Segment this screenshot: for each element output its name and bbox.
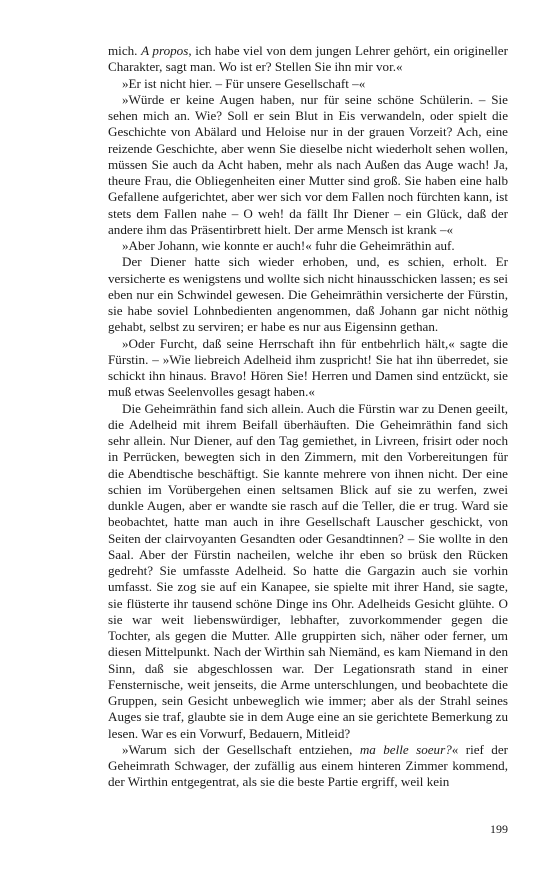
text-run: »Würde er keine Augen haben, nur für seine schöne Schülerin. – Sie sehen mich an. Wie? Soll er sein Blut in Eis verwandeln, oder spielt die Geschichte von Abälard und Heloise nur in der grauen Vorzeit? Ach, eine reizende Geschichte, aber wenn Sie dieselbe nicht wiederholt sehen wollen, müssen Sie auch da Acht haben, mehr als nach Außen das Auge wach! Ja, theure Frau, die Obliegenheiten einer Mutter sind groß. Sie haben eine halb Gefallene aufgerichtet, aber wer sich vor dem Fallen noch fürchten kann, ist stets dem Fallen nahe – O weh! da fällt Ihr Diener – ein Glück, daß der andere ihm das Präsentirbrett hielt. Der arme Mensch ist krank –« xyxy=(108,91,508,237)
paragraph xyxy=(108,742,508,791)
text-run: « rief der Geheimrath Schwager, der zufällig aus einem hinteren Zimmer kommend, der Wirthin entgegentrat, als sie die beste Partie ergriff, weil kein xyxy=(108,741,509,790)
text-run: »Er ist nicht hier. – Für unsere Gesellschaft –« xyxy=(122,75,366,91)
italic-phrase: A propos xyxy=(141,43,189,58)
italic-phrase: ma belle soeur? xyxy=(359,741,452,757)
text-run: Die Geheimräthin fand sich allein. Auch die Fürstin war zu Denen geeilt, die Adelheid mit ihrem Beifall überhäuften. Die Geheimräthin fand sich sehr allein. Nur Diener, auf den Tag gemiethet, in Livreen, frisirt oder noch in Perrücken, bewegten sich in den Zimmern, mit den Vorbereitungen für die Abendtische beschäftigt. Sie kannte mehrere von ihnen nicht. Der eine schien im Vorübergehen einen seltsamen Blick auf sie zu werfen, zwei dunkle Augen, aber er wandte sie rasch auf die Teller, die er trug. Ward sie beobachtet, hatte man auch in ihre Gesellschaft Lauscher geschickt, von Seiten der clairvoyanten Gesandten oder Gesandtinnen? – Sie wollte in den Saal. Aber der Fürstin nacheilen, welche ihr eben so brüsk den Rücken gedreht? Sie umfasste Adelheid. So hatte die Gargazin auch sie vorhin umfasst. Sie zog sie auf ein Kanapee, sie spielte mit ihrer Hand, sie sagte, sie flüsterte ihr tausend schöne Dinge ins Ohr. Adelheids Gesicht glühte. O sie war weit liebenswürdiger, lebhafter, zuvorkommender gegen die Tochter, als gegen die Mutter. Alle gruppirten sich, näher oder ferner, um diesen Mittelpunkt. Nach der Wirthin sah Niemänd, es kam Niemand in den Sinn, daß sie abgeschlossen war. Der Legationsrath stand in einer Fensternische, weit jenseits, die Arme unterschlungen, und beobachtete die Gruppen, sein Gesicht unbeweglich wie immer; aber als der Strahl seines Auges sie traf, glaubte sie in dem Auge eine an sie gerichtete Bemerkung zu lesen. War es ein Vorwurf, Bedauern, Mitleid? xyxy=(108,400,508,741)
paragraph xyxy=(108,76,508,92)
text-run: »Aber Johann, wie konnte er auch!« fuhr die Geheimräthin auf. xyxy=(122,238,455,253)
text-run: »Oder Furcht, daß seine Herrschaft ihn für entbehrlich hält,« sagte die Fürstin. – »Wie liebreich Adelheid ihm zuspricht! Sie hat ihn überredet, sie schickt ihn hinaus. Bravo! Hören Sie! Herren und Damen sind entzückt, sie muß etwas Seelenvolles gesagt haben.« xyxy=(108,335,508,400)
page-content xyxy=(108,43,508,791)
paragraph xyxy=(108,43,508,76)
page-number: 199 xyxy=(490,822,508,836)
paragraph xyxy=(108,238,508,254)
paragraph xyxy=(108,336,508,401)
paragraph xyxy=(108,401,508,742)
text-run: »Warum sich der Gesellschaft entziehen, xyxy=(122,741,360,757)
paragraph xyxy=(108,254,508,335)
text-run: Der Diener hatte sich wieder erhoben, und, es schien, erholt. Er versicherte es wenigstens und wollte sich nicht hinausschicken lassen; es sei eben nur ein Schwindel gewesen. Die Geheimräthin versicherte der Fürstin, sie habe soviel Lohnbedienten angenommen, daß Johann gar nicht nöthig gehabt, selbst zu serviren; er habe es nur aus Eigensinn gethan. xyxy=(108,254,508,335)
paragraph xyxy=(108,92,508,238)
text-run: mich. xyxy=(108,43,142,58)
body-text xyxy=(108,43,508,791)
text-run: , ich habe viel von dem jungen Lehrer gehört, ein origineller Charakter, sagt man. Wo ist er? Stellen Sie ihn mir vor.« xyxy=(108,43,508,75)
